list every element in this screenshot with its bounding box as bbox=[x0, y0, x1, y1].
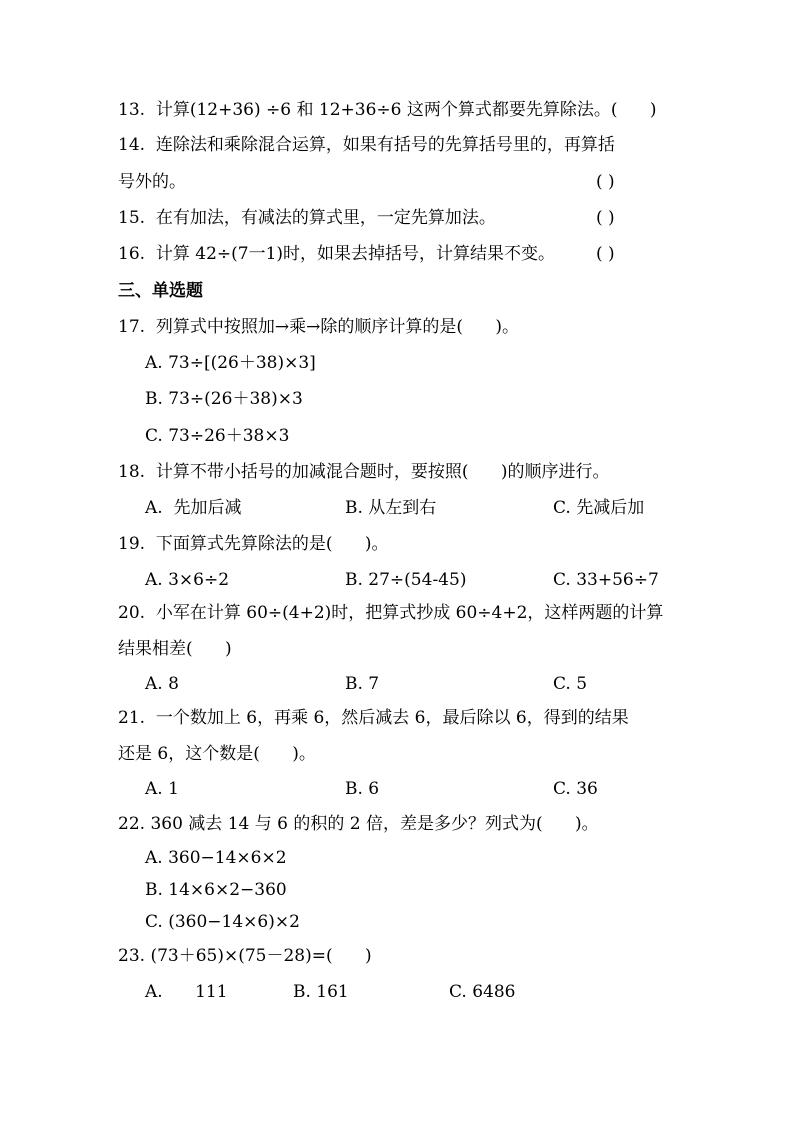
question-19: 19. 下面算式先算除法的是( )。 bbox=[118, 534, 389, 554]
question-23: 23. (73＋65)×(75－28)=( ) bbox=[118, 946, 372, 966]
question-20-option-a: A. 8 bbox=[145, 674, 179, 694]
question-14-line2: 号外的。 bbox=[118, 172, 186, 192]
question-18-option-b: B. 从左到右 bbox=[345, 498, 437, 518]
question-23-option-a: A. 111 bbox=[145, 982, 228, 1002]
question-22: 22. 360 减去 14 与 6 的积的 2 倍，差是多少？列式为( )。 bbox=[118, 814, 599, 834]
question-22-option-c: C. (360−14×6)×2 bbox=[145, 912, 300, 932]
question-20-line1: 20. 小军在计算 60÷(4+2)时，把算式抄成 60÷4+2，这样两题的计算 bbox=[118, 603, 664, 623]
question-16: 16. 计算 42÷(7一1)时，如果去掉括号，计算结果不变。 bbox=[118, 244, 556, 264]
question-18: 18. 计算不带小括号的加减混合题时，要按照( )的顺序进行。 bbox=[118, 462, 610, 482]
question-21-option-c: C. 36 bbox=[553, 779, 598, 799]
question-22-option-b: B. 14×6×2−360 bbox=[145, 880, 287, 900]
question-16-answer-paren: ( ) bbox=[596, 244, 615, 264]
question-18-option-c: C. 先减后加 bbox=[553, 498, 645, 518]
question-17: 17. 列算式中按照加→乘→除的顺序计算的是( )。 bbox=[118, 317, 520, 337]
question-15: 15. 在有加法，有减法的算式里，一定先算加法。 bbox=[118, 208, 496, 228]
question-18-option-a: A. 先加后减 bbox=[145, 498, 242, 518]
question-19-option-c: C. 33+56÷7 bbox=[553, 570, 659, 590]
question-20-option-b: B. 7 bbox=[345, 674, 380, 694]
question-15-answer-paren: ( ) bbox=[596, 208, 615, 228]
question-21-option-b: B. 6 bbox=[345, 779, 380, 799]
question-21-option-a: A. 1 bbox=[145, 779, 179, 799]
question-22-option-a: A. 360−14×6×2 bbox=[145, 848, 287, 868]
question-17-option-b: B. 73÷(26＋38)×3 bbox=[145, 389, 303, 409]
question-17-option-c: C. 73÷26＋38×3 bbox=[145, 426, 290, 446]
question-14-answer-paren: ( ) bbox=[596, 172, 615, 192]
question-23-option-b: B. 161 bbox=[293, 982, 349, 1002]
question-14-line1: 14. 连除法和乘除混合运算，如果有括号的先算括号里的，再算括 bbox=[118, 135, 615, 155]
question-13: 13. 计算(12+36) ÷6 和 12+36÷6 这两个算式都要先算除法。( ) bbox=[118, 100, 657, 120]
question-21-line1: 21. 一个数加上 6，再乘 6，然后减去 6，最后除以 6，得到的结果 bbox=[118, 708, 629, 728]
question-20-option-c: C. 5 bbox=[553, 674, 588, 694]
section-title: 三、单选题 bbox=[118, 281, 203, 301]
question-19-option-b: B. 27÷(54-45) bbox=[345, 570, 467, 590]
question-17-option-a: A. 73÷[(26＋38)×3] bbox=[145, 353, 316, 373]
question-20-line2: 结果相差( ) bbox=[118, 639, 232, 659]
question-21-line2: 还是 6，这个数是( )。 bbox=[118, 744, 316, 764]
question-19-option-a: A. 3×6÷2 bbox=[145, 570, 230, 590]
question-23-option-c: C. 6486 bbox=[449, 982, 516, 1002]
